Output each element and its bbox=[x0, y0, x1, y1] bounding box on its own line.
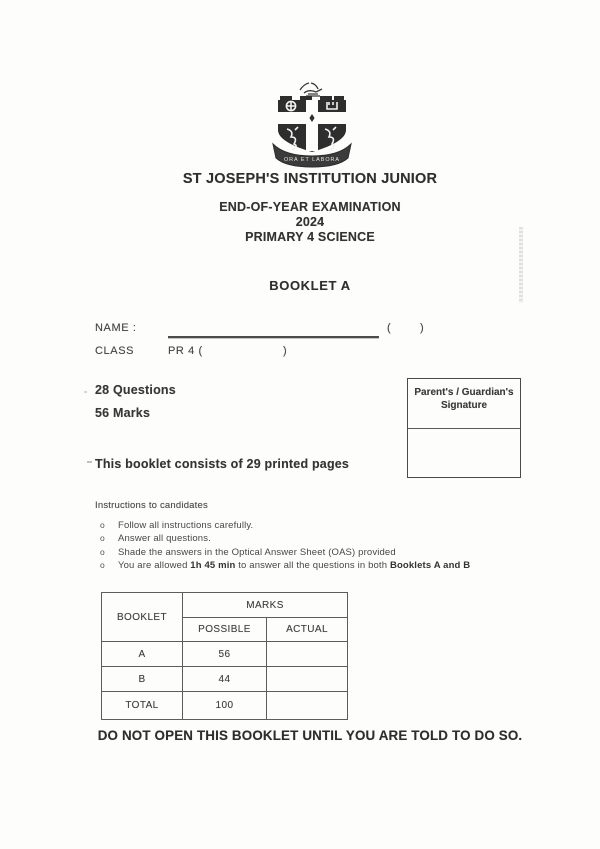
school-crest-icon bbox=[270, 80, 354, 172]
possible-cell: 44 bbox=[183, 667, 267, 692]
crest-motto-text: ORA ET LABORA bbox=[283, 157, 341, 163]
instruction-item bbox=[95, 559, 515, 572]
table-header-marks: MARKS bbox=[183, 593, 348, 618]
exam-title: END-OF-YEAR EXAMINATION bbox=[219, 200, 401, 214]
instruction-item bbox=[95, 519, 515, 532]
instructions-list bbox=[95, 519, 515, 572]
possible-cell: 100 bbox=[183, 692, 267, 720]
do-not-open-warning: DO NOT OPEN THIS BOOKLET UNTIL YOU ARE TOLD TO DO SO. bbox=[97, 728, 523, 743]
bullet-icon: o bbox=[100, 533, 105, 544]
crest-torch-icon bbox=[300, 83, 322, 96]
table-row bbox=[102, 692, 348, 720]
instruction-item bbox=[95, 546, 515, 559]
mark-count: 56 Marks bbox=[95, 406, 151, 420]
class-paren-close: ) bbox=[283, 345, 288, 357]
actual-cell bbox=[267, 667, 348, 692]
scan-artifact bbox=[519, 227, 523, 303]
instruction-text: Answer all questions. bbox=[118, 533, 211, 545]
booklet-title: BOOKLET A bbox=[269, 278, 351, 293]
question-count: 28 Questions bbox=[95, 383, 176, 397]
marks-table-body bbox=[102, 642, 348, 720]
name-paren-open: ( bbox=[387, 322, 392, 334]
name-paren-close: ) bbox=[420, 322, 425, 334]
name-field-line bbox=[168, 336, 379, 338]
exam-year: 2024 bbox=[295, 215, 325, 229]
table-row bbox=[102, 642, 348, 667]
table-row bbox=[102, 667, 348, 692]
signature-line bbox=[408, 428, 520, 429]
instruction-text: Follow all instructions carefully. bbox=[118, 520, 254, 531]
signature-box bbox=[407, 378, 521, 478]
actual-cell bbox=[267, 692, 348, 720]
school-name: ST JOSEPH'S INSTITUTION JUNIOR bbox=[182, 171, 438, 187]
booklet-cell: B bbox=[102, 667, 183, 692]
class-value: PR 4 ( bbox=[168, 345, 203, 357]
signature-box-line2: Signature bbox=[440, 400, 488, 411]
scan-speck bbox=[87, 461, 92, 463]
exam-subject: PRIMARY 4 SCIENCE bbox=[245, 230, 375, 244]
marks-table bbox=[101, 592, 348, 720]
signature-box-line1: Parent's / Guardian's bbox=[414, 387, 514, 398]
instruction-text: You are allowed 1h 45 min to answer all the questions in both Booklets A and B bbox=[118, 559, 471, 571]
instructions-heading: Instructions to candidates bbox=[95, 500, 208, 511]
instruction-item bbox=[95, 532, 515, 545]
bullet-icon: o bbox=[100, 546, 105, 557]
scan-speck bbox=[84, 391, 87, 393]
bullet-icon: o bbox=[100, 520, 105, 530]
bullet-icon: o bbox=[100, 559, 105, 570]
name-label: NAME : bbox=[95, 322, 137, 334]
possible-cell: 56 bbox=[183, 642, 267, 667]
instruction-text: Shade the answers in the Optical Answer Sheet (OAS) provided bbox=[118, 546, 396, 558]
table-header-actual: ACTUAL bbox=[267, 618, 348, 642]
class-label: CLASS bbox=[95, 345, 135, 357]
exam-title-block bbox=[20, 200, 600, 245]
table-header-possible: POSSIBLE bbox=[183, 618, 267, 642]
booklet-cell: TOTAL bbox=[102, 692, 183, 720]
table-header-booklet: BOOKLET bbox=[102, 593, 183, 642]
actual-cell bbox=[267, 642, 348, 667]
instructions-section bbox=[95, 500, 515, 572]
booklet-cell: A bbox=[102, 642, 183, 667]
pages-note: This booklet consists of 29 printed pages bbox=[95, 457, 350, 471]
